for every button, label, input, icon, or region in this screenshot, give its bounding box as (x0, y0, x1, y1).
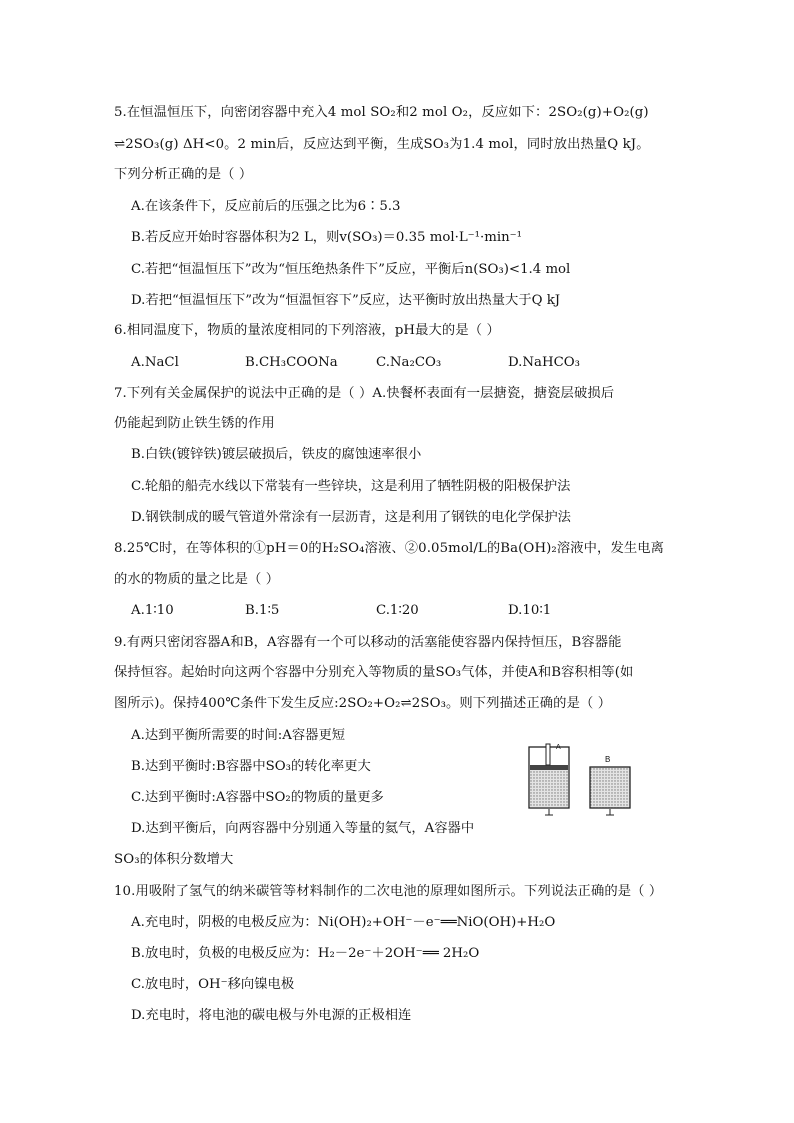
q9-stem-line1: 9.有两只密闭容器A和B，A容器有一个可以移动的活塞能使容器内保持恒压，B容器能 (114, 635, 622, 650)
container-a (529, 744, 569, 815)
q10-option-b: B.放电时，负极的电极反应为：H₂－2e⁻＋2OH⁻══ 2H₂O (131, 946, 480, 961)
container-b (590, 755, 630, 815)
q7-stem-line1: 7.下列有关金属保护的说法中正确的是（ ）A.快餐杯表面有一层搪瓷，搪瓷层破损后 (114, 386, 615, 401)
q5-stem-line1: 5.在恒温恒压下，向密闭容器中充入4 mol SO₂和2 mol O₂，反应如下：2SO₂(g)+O₂(g) (114, 105, 649, 120)
q9-container-figure (527, 741, 633, 819)
container-a-label: A (556, 744, 561, 751)
q7-option-b: B.白铁(镀锌铁)镀层破损后，铁皮的腐蚀速率很小 (131, 447, 422, 462)
q5-option-d: D.若把“恒温恒压下”改为“恒温恒容下”反应，达平衡时放出热量大于Q kJ (131, 293, 561, 308)
q9-option-d-line1: D.达到平衡后，向两容器中分别通入等量的氦气，A容器中 (131, 821, 475, 836)
q8-option-a: A.1∶10 (131, 603, 174, 618)
q8-stem-line2: 的水的物质的量之比是（ ） (114, 572, 280, 587)
container-b-label: B (605, 755, 611, 764)
q7-option-c: C.轮船的船壳水线以下常装有一些锌块，这是利用了牺牲阴极的阳极保护法 (131, 479, 571, 494)
q5-option-b: B.若反应开始时容器体积为2 L，则v(SO₃)＝0.35 mol·L⁻¹·min⁻¹ (131, 230, 523, 245)
q6-option-d: D.NaHCO₃ (508, 355, 580, 370)
q6-option-c: C.Na₂CO₃ (376, 355, 442, 370)
q9-stem-line2: 保持恒容。起始时向这两个容器中分别充入等物质的量SO₃气体，并使A和B容积相等(如 (114, 665, 634, 680)
q9-option-d-line2: SO₃的体积分数增大 (114, 852, 234, 867)
q9-option-c: C.达到平衡时:A容器中SO₂的物质的量更多 (131, 790, 384, 805)
q8-option-b: B.1∶5 (245, 603, 280, 618)
q7-stem-line2: 仍能起到防止铁生锈的作用 (114, 416, 275, 431)
q9-option-b: B.达到平衡时:B容器中SO₃的转化率更大 (131, 759, 371, 774)
q8-stem-line1: 8.25℃时，在等体积的①pH＝0的H₂SO₄溶液、②0.05mol/L的Ba(OH)₂溶液中，发生电离 (114, 541, 665, 556)
q10-stem: 10.用吸附了氢气的纳米碳管等材料制作的二次电池的原理如图所示。下列说法正确的是（ ） (114, 884, 663, 899)
q6-stem: 6.相同温度下，物质的量浓度相同的下列溶液，pH最大的是（ ） (114, 323, 500, 338)
q8-option-c: C.1∶20 (376, 603, 419, 618)
q5-option-a: A.在该条件下，反应前后的压强之比为6∶5.3 (131, 199, 401, 214)
q10-option-a: A.充电时，阴极的电极反应为：Ni(OH)₂+OH⁻－e⁻══NiO(OH)+H₂O (131, 915, 556, 930)
q6-option-a: A.NaCl (131, 355, 179, 370)
q5-stem-line3: 下列分析正确的是（ ） (114, 167, 253, 182)
q10-option-c: C.放电时，OH⁻移向镍电极 (131, 977, 295, 992)
q5-option-c: C.若把“恒温恒压下”改为“恒压绝热条件下”反应，平衡后n(SO₃)<1.4 mol (131, 262, 571, 277)
q9-stem-line3: 图所示)。保持400℃条件下发生反应:2SO₂+O₂⇌2SO₃。则下列描述正确的是（ ） (114, 696, 612, 711)
q5-stem-line2: ⇌2SO₃(g) ΔH<0。2 min后，反应达到平衡，生成SO₃为1.4 mol，同时放出热量Q kJ。 (114, 137, 650, 152)
q7-option-d: D.钢铁制成的暖气管道外常涂有一层沥青，这是利用了钢铁的电化学保护法 (131, 510, 571, 525)
q6-option-b: B.CH₃COONa (245, 355, 338, 370)
q8-option-d: D.10∶1 (508, 603, 552, 618)
q9-option-a: A.达到平衡所需要的时间:A容器更短 (131, 728, 346, 743)
q10-option-d: D.充电时，将电池的碳电极与外电源的正极相连 (131, 1008, 412, 1023)
